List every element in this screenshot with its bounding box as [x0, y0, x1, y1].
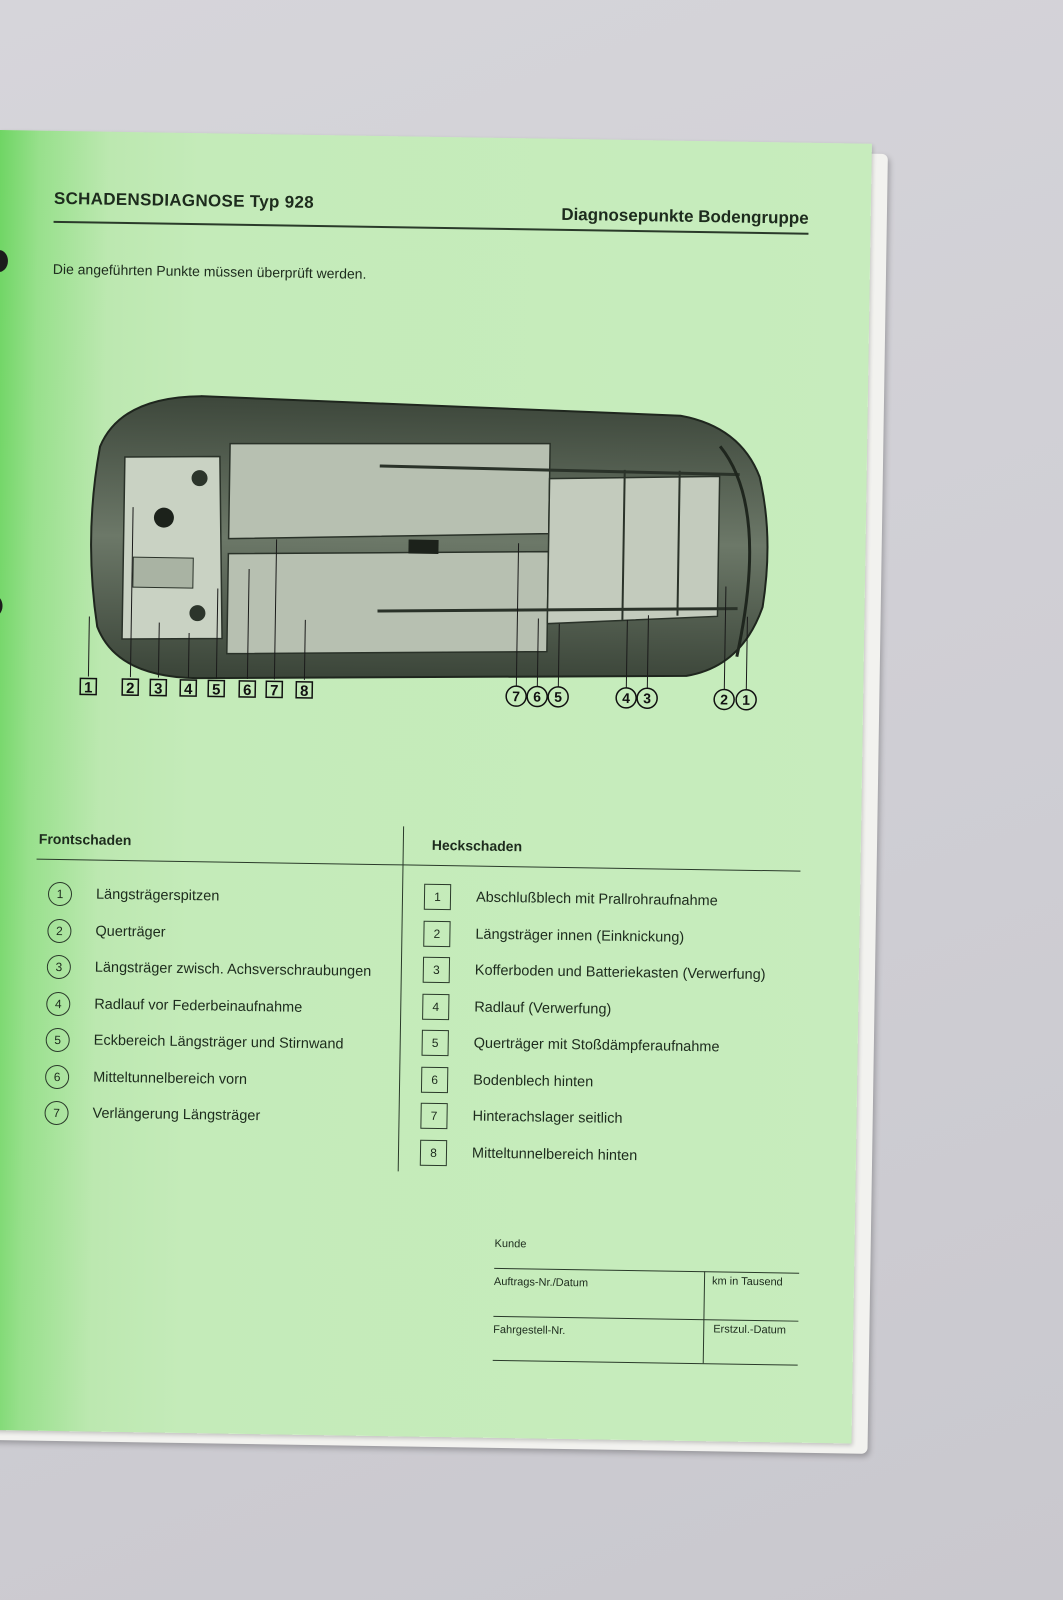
list-item — [45, 1022, 370, 1064]
item-label: Bodenblech hinten — [473, 1072, 594, 1091]
rear-marker-label: 3 — [643, 690, 652, 707]
form-divider — [703, 1271, 705, 1363]
front-marker-label: 4 — [183, 680, 193, 699]
intro-text: Die angeführten Punkte müssen überprüft werden. — [52, 260, 367, 282]
first-registration-label: Erstzul.-Datum — [713, 1323, 787, 1337]
binder-hole — [0, 595, 3, 617]
item-number: 5 — [46, 1028, 70, 1052]
chassis-number-label: Fahrgestell-Nr. — [493, 1323, 566, 1338]
column-divider — [398, 826, 404, 1171]
item-number: 2 — [423, 921, 450, 947]
rear-heading-rule — [402, 864, 800, 871]
item-label: Eckbereich Längsträger und Stirnwand — [93, 1032, 344, 1053]
item-number: 3 — [47, 955, 71, 979]
order-number-date-label: Auftrags-Nr./Datum — [493, 1275, 589, 1290]
item-label: Querträger mit Stoßdämpferaufnahme — [473, 1035, 720, 1056]
list-item — [46, 985, 371, 1027]
front-damage-heading: Frontschaden — [38, 830, 132, 849]
item-label: Radlauf vor Federbeinaufnahme — [94, 996, 303, 1016]
list-item — [420, 1134, 763, 1176]
binder-hole — [0, 250, 8, 272]
item-label: Längsträgerspitzen — [95, 886, 220, 905]
front-markers — [80, 678, 312, 700]
document-page — [0, 130, 872, 1444]
front-damage-list — [44, 876, 372, 1137]
list-item — [45, 1058, 370, 1100]
item-number: 6 — [45, 1065, 69, 1089]
item-label: Kofferboden und Batteriekasten (Verwerfung) — [474, 962, 766, 984]
item-label: Längsträger zwisch. Achsverschraubungen — [94, 959, 372, 981]
rear-damage-list — [420, 879, 767, 1176]
form-rule — [494, 1268, 799, 1274]
item-number: 4 — [422, 993, 449, 1019]
list-item — [423, 952, 766, 994]
list-item — [47, 949, 372, 991]
form-rule — [493, 1316, 798, 1322]
item-number: 3 — [423, 957, 450, 983]
rear-marker-label: 2 — [720, 691, 729, 708]
rear-markers — [506, 686, 756, 710]
front-marker-label: 5 — [211, 681, 221, 699]
item-label: Querträger — [95, 923, 166, 941]
item-number: 7 — [420, 1103, 447, 1129]
customer-form — [493, 1237, 800, 1338]
front-marker-label: 6 — [242, 681, 252, 700]
item-label: Mitteltunnelbereich hinten — [471, 1145, 638, 1164]
item-number: 4 — [46, 992, 70, 1016]
document-title: SCHADENSDIAGNOSE Typ 928 — [53, 188, 315, 212]
rear-marker-label: 4 — [622, 689, 631, 706]
list-item — [420, 1098, 763, 1140]
front-marker-label: 8 — [299, 682, 309, 700]
front-heading-rule — [37, 859, 403, 866]
front-marker-label: 7 — [269, 682, 279, 700]
car-underbody — [89, 394, 770, 687]
item-number: 7 — [44, 1101, 68, 1125]
list-item — [421, 1061, 764, 1103]
rear-marker-label: 1 — [742, 691, 751, 708]
list-item — [48, 876, 373, 918]
item-number: 5 — [422, 1030, 449, 1056]
rear-marker-label: 7 — [512, 688, 521, 705]
rear-damage-heading: Heckschaden — [431, 836, 523, 855]
form-rule — [493, 1360, 798, 1366]
list-item — [421, 1025, 764, 1067]
list-item — [422, 988, 765, 1030]
km-label: km in Tausend — [711, 1275, 783, 1289]
list-item — [47, 912, 372, 954]
rear-marker-label: 5 — [554, 688, 563, 705]
front-marker-label: 2 — [125, 680, 135, 698]
item-label: Hinterachslager seitlich — [472, 1108, 623, 1128]
list-item — [424, 879, 767, 921]
list-item — [423, 915, 766, 957]
rear-marker-label: 6 — [533, 688, 542, 705]
item-label: Längsträger innen (Einknickung) — [475, 926, 685, 946]
item-number: 1 — [424, 884, 451, 910]
item-label: Radlauf (Verwerfung) — [474, 999, 612, 1018]
item-label: Mitteltunnelbereich vorn — [93, 1069, 248, 1088]
section-title: Diagnosepunkte Bodengruppe — [561, 204, 809, 228]
item-label: Verlängerung Längsträger — [92, 1105, 261, 1125]
item-number: 2 — [47, 919, 71, 943]
front-marker-label: 1 — [83, 679, 93, 697]
front-marker-label: 3 — [153, 680, 163, 698]
customer-label: Kunde — [494, 1237, 527, 1251]
item-number: 1 — [48, 882, 72, 906]
underbody-diagram — [76, 376, 781, 717]
item-number: 8 — [420, 1139, 447, 1165]
item-label: Abschlußblech mit Prallrohraufnahme — [475, 889, 718, 910]
item-number: 6 — [421, 1066, 448, 1092]
list-item — [44, 1095, 369, 1137]
